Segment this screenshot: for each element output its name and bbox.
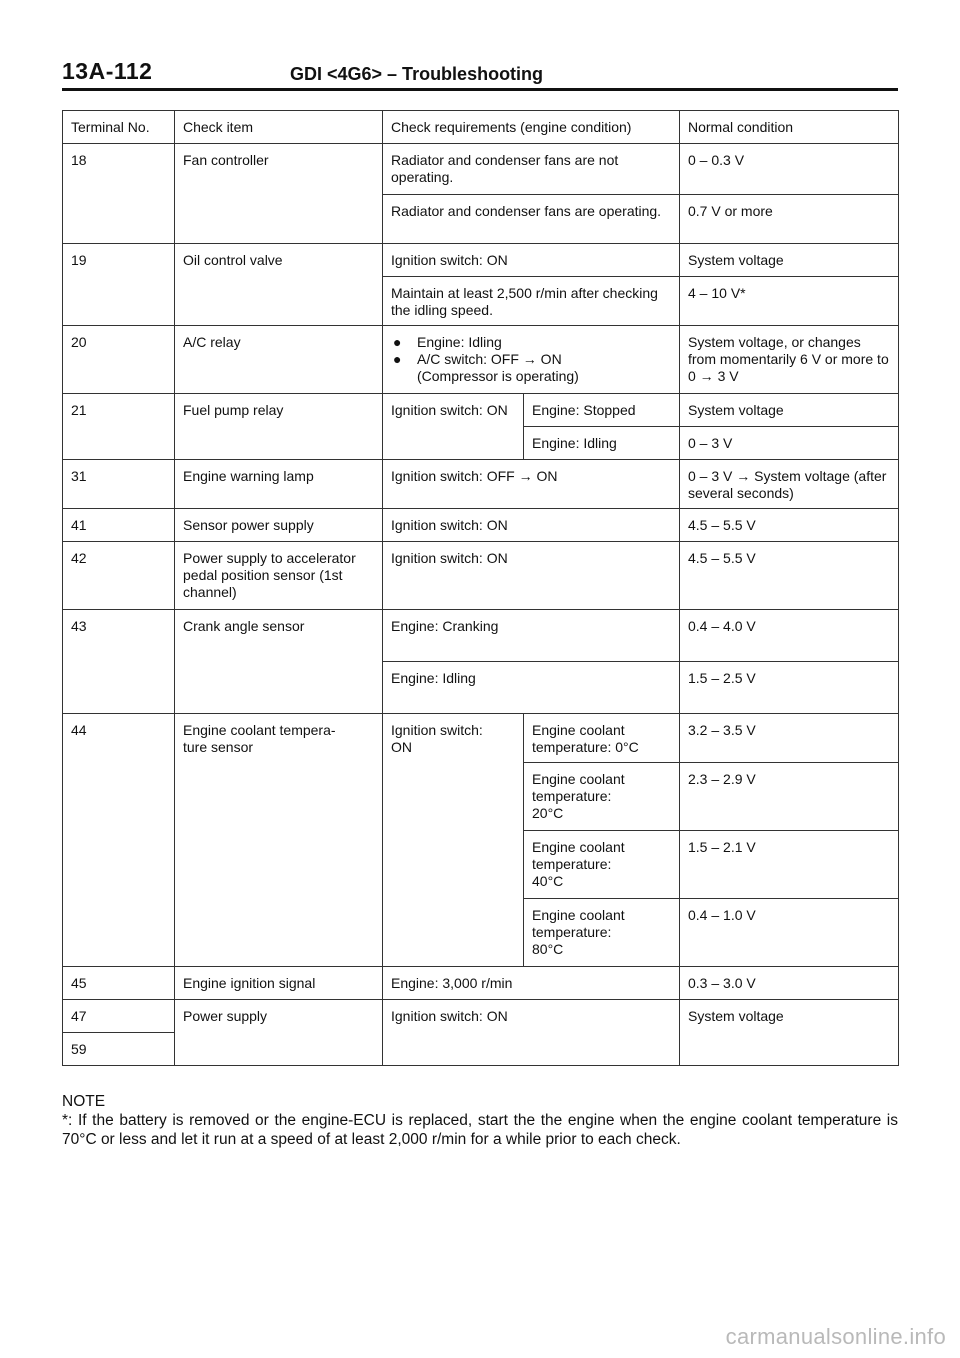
requirement-subnote: (Compressor is operating) [417, 368, 579, 384]
table-row [63, 610, 899, 662]
column-header: Check requirements (engine condition) [383, 111, 680, 144]
normal-condition-cell: 4 – 10 V* [680, 277, 899, 326]
note-text: *: If the battery is removed or the engine-ECU is replaced, start the the engine when the engine coolant temperature is 70°C or less and let it run at a speed of at least 2,000 r/min for a while prior to each check. [62, 1112, 898, 1148]
requirement-cell: Ignition switch: ON [383, 244, 680, 277]
requirement-cell: Engine: 3,000 r/min [383, 967, 680, 1000]
normal-condition-cell: 4.5 – 5.5 V [680, 542, 899, 610]
terminal-check-table [62, 110, 899, 1066]
header-rule [62, 88, 898, 91]
normal-condition-cell: System voltage [680, 394, 899, 427]
column-header: Normal condition [680, 111, 899, 144]
check-item-cell: Power supply [175, 1000, 383, 1066]
requirement-cell: Engine: Cranking [383, 610, 680, 662]
check-item-cell: Oil control valve [175, 244, 383, 326]
terminal-cell: 41 [63, 509, 175, 542]
terminal-cell: 31 [63, 460, 175, 509]
requirement-cell: Engine coolant temperature: 20°C [524, 763, 680, 831]
requirement-cell: Ignition switch: ON [383, 542, 680, 610]
check-item-cell: Sensor power supply [175, 509, 383, 542]
check-item-cell: Fuel pump relay [175, 394, 383, 460]
check-item-cell: Engine ignition signal [175, 967, 383, 1000]
table-row [63, 967, 899, 1000]
normal-condition-cell: 0 – 3 V → System voltage (after several seconds) [680, 460, 899, 509]
table-row [63, 244, 899, 277]
normal-condition-cell: 0 – 0.3 V [680, 144, 899, 195]
table-row [63, 1000, 899, 1033]
terminal-cell: 43 [63, 610, 175, 714]
terminal-cell: 19 [63, 244, 175, 326]
terminal-cell: 42 [63, 542, 175, 610]
check-item-cell: Fan controller [175, 144, 383, 244]
requirement-group-cell: Ignition switch: ON [383, 394, 524, 460]
normal-condition-cell: 0.7 V or more [680, 195, 899, 244]
requirement-cell: Engine: Idling [383, 662, 680, 714]
bullet-icon: ● [393, 334, 402, 350]
table-row [63, 144, 899, 195]
normal-condition-cell: System voltage [680, 1000, 899, 1066]
check-item-cell: A/C relay [175, 326, 383, 394]
column-header: Terminal No. [63, 111, 175, 144]
terminal-cell: 44 [63, 714, 175, 967]
table-row [63, 714, 899, 763]
requirement-cell: Engine coolant temperature: 0°C [524, 714, 680, 763]
check-item-cell: Engine warning lamp [175, 460, 383, 509]
requirement-cell: Engine: Stopped [524, 394, 680, 427]
note-section [62, 1092, 898, 1149]
terminal-cell: 47 [63, 1000, 175, 1033]
table-row [63, 460, 899, 509]
normal-condition-cell: 4.5 – 5.5 V [680, 509, 899, 542]
requirement-bullet: Engine: Idling [417, 334, 502, 350]
note-heading: NOTE [62, 1093, 106, 1110]
table-row [63, 326, 899, 394]
requirement-cell: Maintain at least 2,500 r/min after checking the idling speed. [383, 277, 680, 326]
table-header-row [63, 111, 899, 144]
watermark: carmanualsonline.info [725, 1324, 946, 1349]
normal-condition-cell: 0.4 – 1.0 V [680, 899, 899, 967]
normal-condition-cell: System voltage [680, 244, 899, 277]
requirement-cell: Ignition switch: ON [383, 509, 680, 542]
check-item-cell: Crank angle sensor [175, 610, 383, 714]
requirement-group-cell: Ignition switch: ON [383, 714, 524, 967]
requirement-cell: Radiator and condenser fans are not operating. [383, 144, 680, 195]
table-row [63, 509, 899, 542]
requirement-cell: Ignition switch: OFF → ON [383, 460, 680, 509]
normal-condition-cell: System voltage, or changes from momentarily 6 V or more to 0 → 3 V [680, 326, 899, 394]
bullet-icon: ● [393, 351, 402, 367]
requirement-cell: Engine coolant temperature: 80°C [524, 899, 680, 967]
check-item-cell: Engine coolant tempera- ture sensor [175, 714, 383, 967]
requirement-cell: Radiator and condenser fans are operating. [383, 195, 680, 244]
normal-condition-cell: 1.5 – 2.5 V [680, 662, 899, 714]
normal-condition-cell: 1.5 – 2.1 V [680, 831, 899, 899]
normal-condition-cell: 0.3 – 3.0 V [680, 967, 899, 1000]
normal-condition-cell: 2.3 – 2.9 V [680, 763, 899, 831]
normal-condition-cell: 0.4 – 4.0 V [680, 610, 899, 662]
normal-condition-cell: 0 – 3 V [680, 427, 899, 460]
normal-condition-cell: 3.2 – 3.5 V [680, 714, 899, 763]
requirement-cell: Engine: Idling [524, 427, 680, 460]
table-row [63, 394, 899, 427]
terminal-cell: 20 [63, 326, 175, 394]
column-header: Check item [175, 111, 383, 144]
terminal-cell: 45 [63, 967, 175, 1000]
terminal-cell: 18 [63, 144, 175, 244]
table-row [63, 542, 899, 610]
requirement-cell: Engine coolant temperature: 40°C [524, 831, 680, 899]
requirement-bullet: A/C switch: OFF → ON [417, 351, 562, 367]
requirement-cell: Ignition switch: ON [383, 1000, 680, 1066]
terminal-cell: 21 [63, 394, 175, 460]
check-item-cell: Power supply to accelerator pedal position sensor (1st channel) [175, 542, 383, 610]
terminal-cell: 59 [63, 1033, 175, 1066]
page-title: GDI <4G6> – Troubleshooting [290, 64, 544, 84]
page-header [62, 58, 898, 88]
page-number: 13A-112 [62, 58, 153, 84]
requirement-cell [383, 326, 680, 394]
